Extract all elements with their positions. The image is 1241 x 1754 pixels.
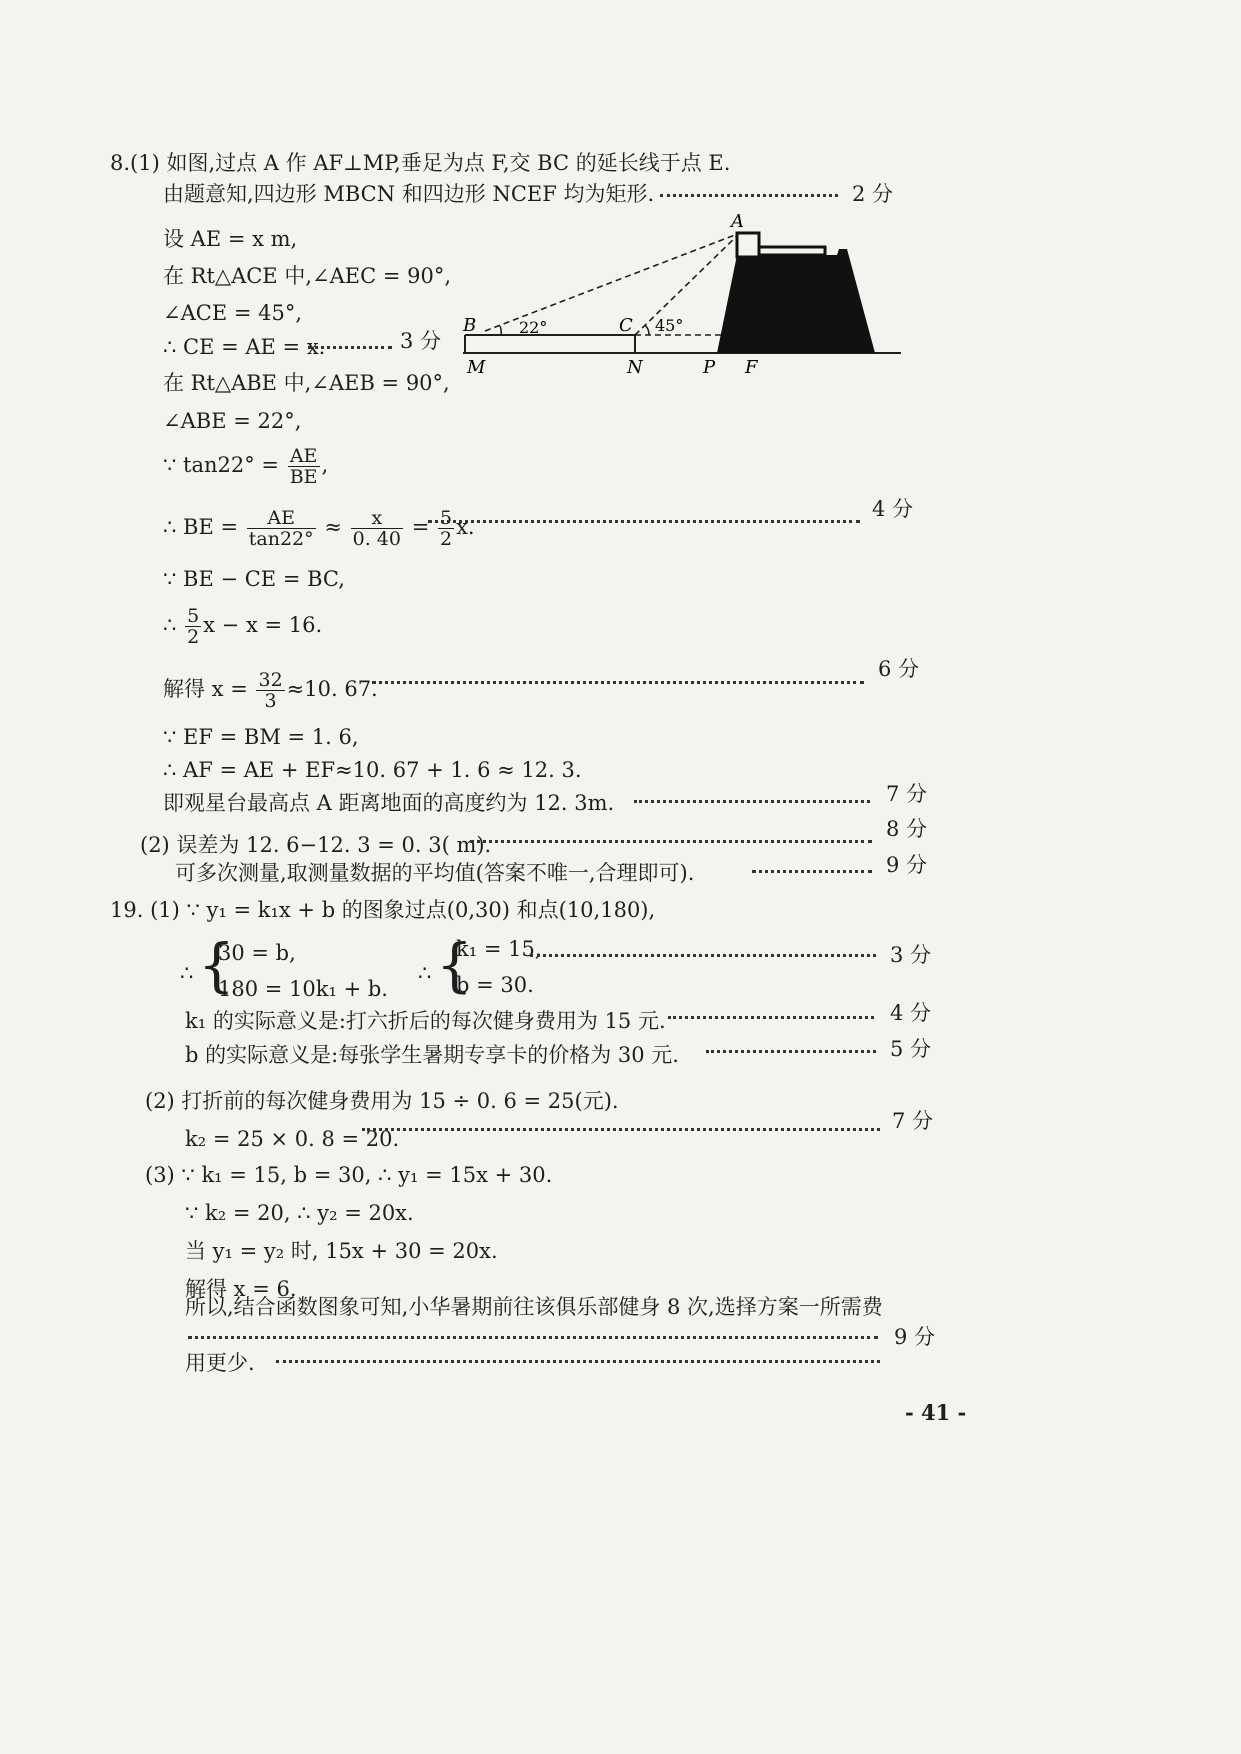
q18-line-4: 在 Rt△ACE 中,∠AEC = 90°, xyxy=(163,264,451,288)
dot-leader xyxy=(308,346,392,349)
q19-line-7: ∵ k₂ = 20, ∴ y₂ = 20x. xyxy=(185,1201,414,1225)
denominator: 2 xyxy=(439,528,453,550)
q19-system1-a: 30 = b, xyxy=(218,941,296,965)
fraction-x-040 xyxy=(351,508,403,549)
therefore: ∴ xyxy=(163,613,177,637)
q19-therefore-2: ∴ xyxy=(418,961,432,985)
q19-line-1: 19. (1) ∵ y₁ = k₁x + b 的图象过点(0,30) 和点(10,180), xyxy=(110,898,656,922)
q19-system1-b: 180 = 10k₁ + b. xyxy=(218,977,388,1001)
point-label-c: C xyxy=(619,315,633,336)
numerator: 32 xyxy=(258,669,283,691)
equals-sign: = xyxy=(411,515,430,539)
score-3: 3 分 xyxy=(890,943,932,967)
score-9: 9 分 xyxy=(894,1325,936,1349)
q19-line-9: 解得 x = 6. xyxy=(185,1277,297,1301)
score-7: 7 分 xyxy=(886,782,928,806)
page-number: - 41 - xyxy=(905,1400,967,1425)
q19-therefore-1: ∴ xyxy=(180,961,194,985)
q18-line-2: 由题意知,四边形 MBCN 和四边形 NCEF 均为矩形. xyxy=(163,182,655,206)
q19-line-8: 当 y₁ = y₂ 时, 15x + 30 = 20x. xyxy=(185,1239,498,1263)
dot-leader xyxy=(660,194,838,197)
q19-line-4: (2) 打折前的每次健身费用为 15 ÷ 0. 6 = 25(元). xyxy=(145,1089,619,1113)
segment-ab-dashed xyxy=(485,233,740,331)
q18-line-15: ∴ AF = AE + EF≈10. 67 + 1. 6 ≈ 12. 3. xyxy=(163,758,582,782)
score-4: 4 分 xyxy=(872,497,914,521)
q18-line-5: ∠ACE = 45°, xyxy=(163,301,303,325)
dot-leader xyxy=(470,840,872,843)
q18-line-17: (2) 误差为 12. 6−12. 3 = 0. 3( m). xyxy=(140,833,492,857)
fraction-32-3 xyxy=(256,670,284,711)
score-5: 5 分 xyxy=(890,1037,932,1061)
denominator: tan22° xyxy=(248,528,314,550)
angle-arc-b xyxy=(500,326,501,335)
q18-line-18: 可多次测量,取测量数据的平均值(答案不唯一,合理即可). xyxy=(175,861,695,885)
q19-line-10: 所以,结合函数图象可知,小华暑期前往该俱乐部健身 8 次,选择方案一所需费 xyxy=(185,1295,883,1319)
numerator: 5 xyxy=(187,605,200,627)
dot-leader xyxy=(362,1128,880,1131)
q19-line-2: k₁ 的实际意义是:打六折后的每次健身费用为 15 元. xyxy=(185,1009,666,1033)
dot-leader xyxy=(188,1336,878,1339)
fraction-5-2 xyxy=(185,606,201,647)
equation-rest: x − x = 16. xyxy=(203,613,323,637)
angle-label-22: 22° xyxy=(519,318,548,337)
point-label-a: A xyxy=(731,211,744,232)
be-eq: ∴ BE = xyxy=(163,515,239,539)
observatory-roof-bar xyxy=(759,247,825,255)
q18-line-13 xyxy=(163,670,378,711)
q18-line-10 xyxy=(163,508,475,549)
score-7: 7 分 xyxy=(892,1109,934,1133)
q19-system2-a: k₁ = 15, xyxy=(456,937,542,961)
q18-line-16: 即观星台最高点 A 距离地面的高度约为 12. 3m. xyxy=(163,791,615,815)
denominator: 0. 40 xyxy=(352,528,401,550)
point-label-n: N xyxy=(627,357,643,378)
dot-leader xyxy=(706,1050,876,1053)
fraction-5-2 xyxy=(438,508,454,549)
fraction-ae-be xyxy=(288,446,320,487)
score-9: 9 分 xyxy=(886,853,928,877)
system-brace-1: { xyxy=(198,931,235,999)
point-label-b: B xyxy=(463,315,477,336)
angle-label-45: 45° xyxy=(655,316,684,335)
q18-line-12 xyxy=(163,606,322,647)
q19-line-6: (3) ∵ k₁ = 15, b = 30, ∴ y₁ = 15x + 30. xyxy=(145,1163,553,1187)
dot-leader xyxy=(372,681,864,684)
q18-line-6: ∴ CE = AE = x. xyxy=(163,335,326,359)
q19-line-3: b 的实际意义是:每张学生暑期专享卡的价格为 30 元. xyxy=(185,1043,679,1067)
dot-leader xyxy=(668,1016,874,1019)
numerator: x xyxy=(351,508,403,529)
q18-line-8: ∠ABE = 22°, xyxy=(163,409,302,433)
q18-line-7: 在 Rt△ABE 中,∠AEB = 90°, xyxy=(163,371,450,395)
score-2: 2 分 xyxy=(852,182,894,206)
observatory-building xyxy=(717,249,875,353)
point-label-p: P xyxy=(703,357,716,378)
denominator: 2 xyxy=(187,626,200,648)
comma: , xyxy=(321,453,329,477)
dot-leader xyxy=(530,954,876,957)
numerator: AE xyxy=(247,508,316,529)
denominator: BE xyxy=(289,466,318,488)
approx-sign: ≈ xyxy=(324,515,342,539)
denominator: 3 xyxy=(264,690,277,712)
observatory-figure xyxy=(455,205,915,385)
dot-leader xyxy=(634,800,870,803)
x-term: x. xyxy=(456,515,475,539)
observatory-top-house xyxy=(737,233,759,257)
q18-line-11: ∵ BE − CE = BC, xyxy=(163,567,345,591)
point-label-m: M xyxy=(467,357,486,378)
tan-text: ∵ tan22° = xyxy=(163,453,280,477)
angle-arc-c xyxy=(645,325,649,335)
numerator: 5 xyxy=(439,507,453,529)
q19-line-11: 用更少. xyxy=(185,1351,255,1375)
dot-leader xyxy=(428,520,860,523)
dot-leader xyxy=(752,870,872,873)
q19-system2-b: b = 30. xyxy=(456,973,534,997)
q18-line-9 xyxy=(163,446,328,487)
approx-value: ≈10. 67. xyxy=(286,677,378,701)
score-4: 4 分 xyxy=(890,1001,932,1025)
q18-line-14: ∵ EF = BM = 1. 6, xyxy=(163,725,359,749)
solve-text: 解得 x = xyxy=(163,677,248,701)
dot-leader xyxy=(276,1360,880,1363)
q18-line-1: 8.(1) 如图,过点 A 作 AF⊥MP,垂足为点 F,交 BC 的延长线于点 E. xyxy=(110,151,731,175)
q19-line-5: k₂ = 25 × 0. 8 = 20. xyxy=(185,1127,400,1151)
score-3: 3 分 xyxy=(400,329,442,353)
numerator: AE xyxy=(288,446,320,467)
fraction-ae-tan xyxy=(247,508,316,549)
score-6: 6 分 xyxy=(878,657,920,681)
point-label-f: F xyxy=(745,357,758,378)
system-brace-2: { xyxy=(436,931,473,999)
q18-line-3: 设 AE = x m, xyxy=(163,227,298,251)
score-8: 8 分 xyxy=(886,817,928,841)
